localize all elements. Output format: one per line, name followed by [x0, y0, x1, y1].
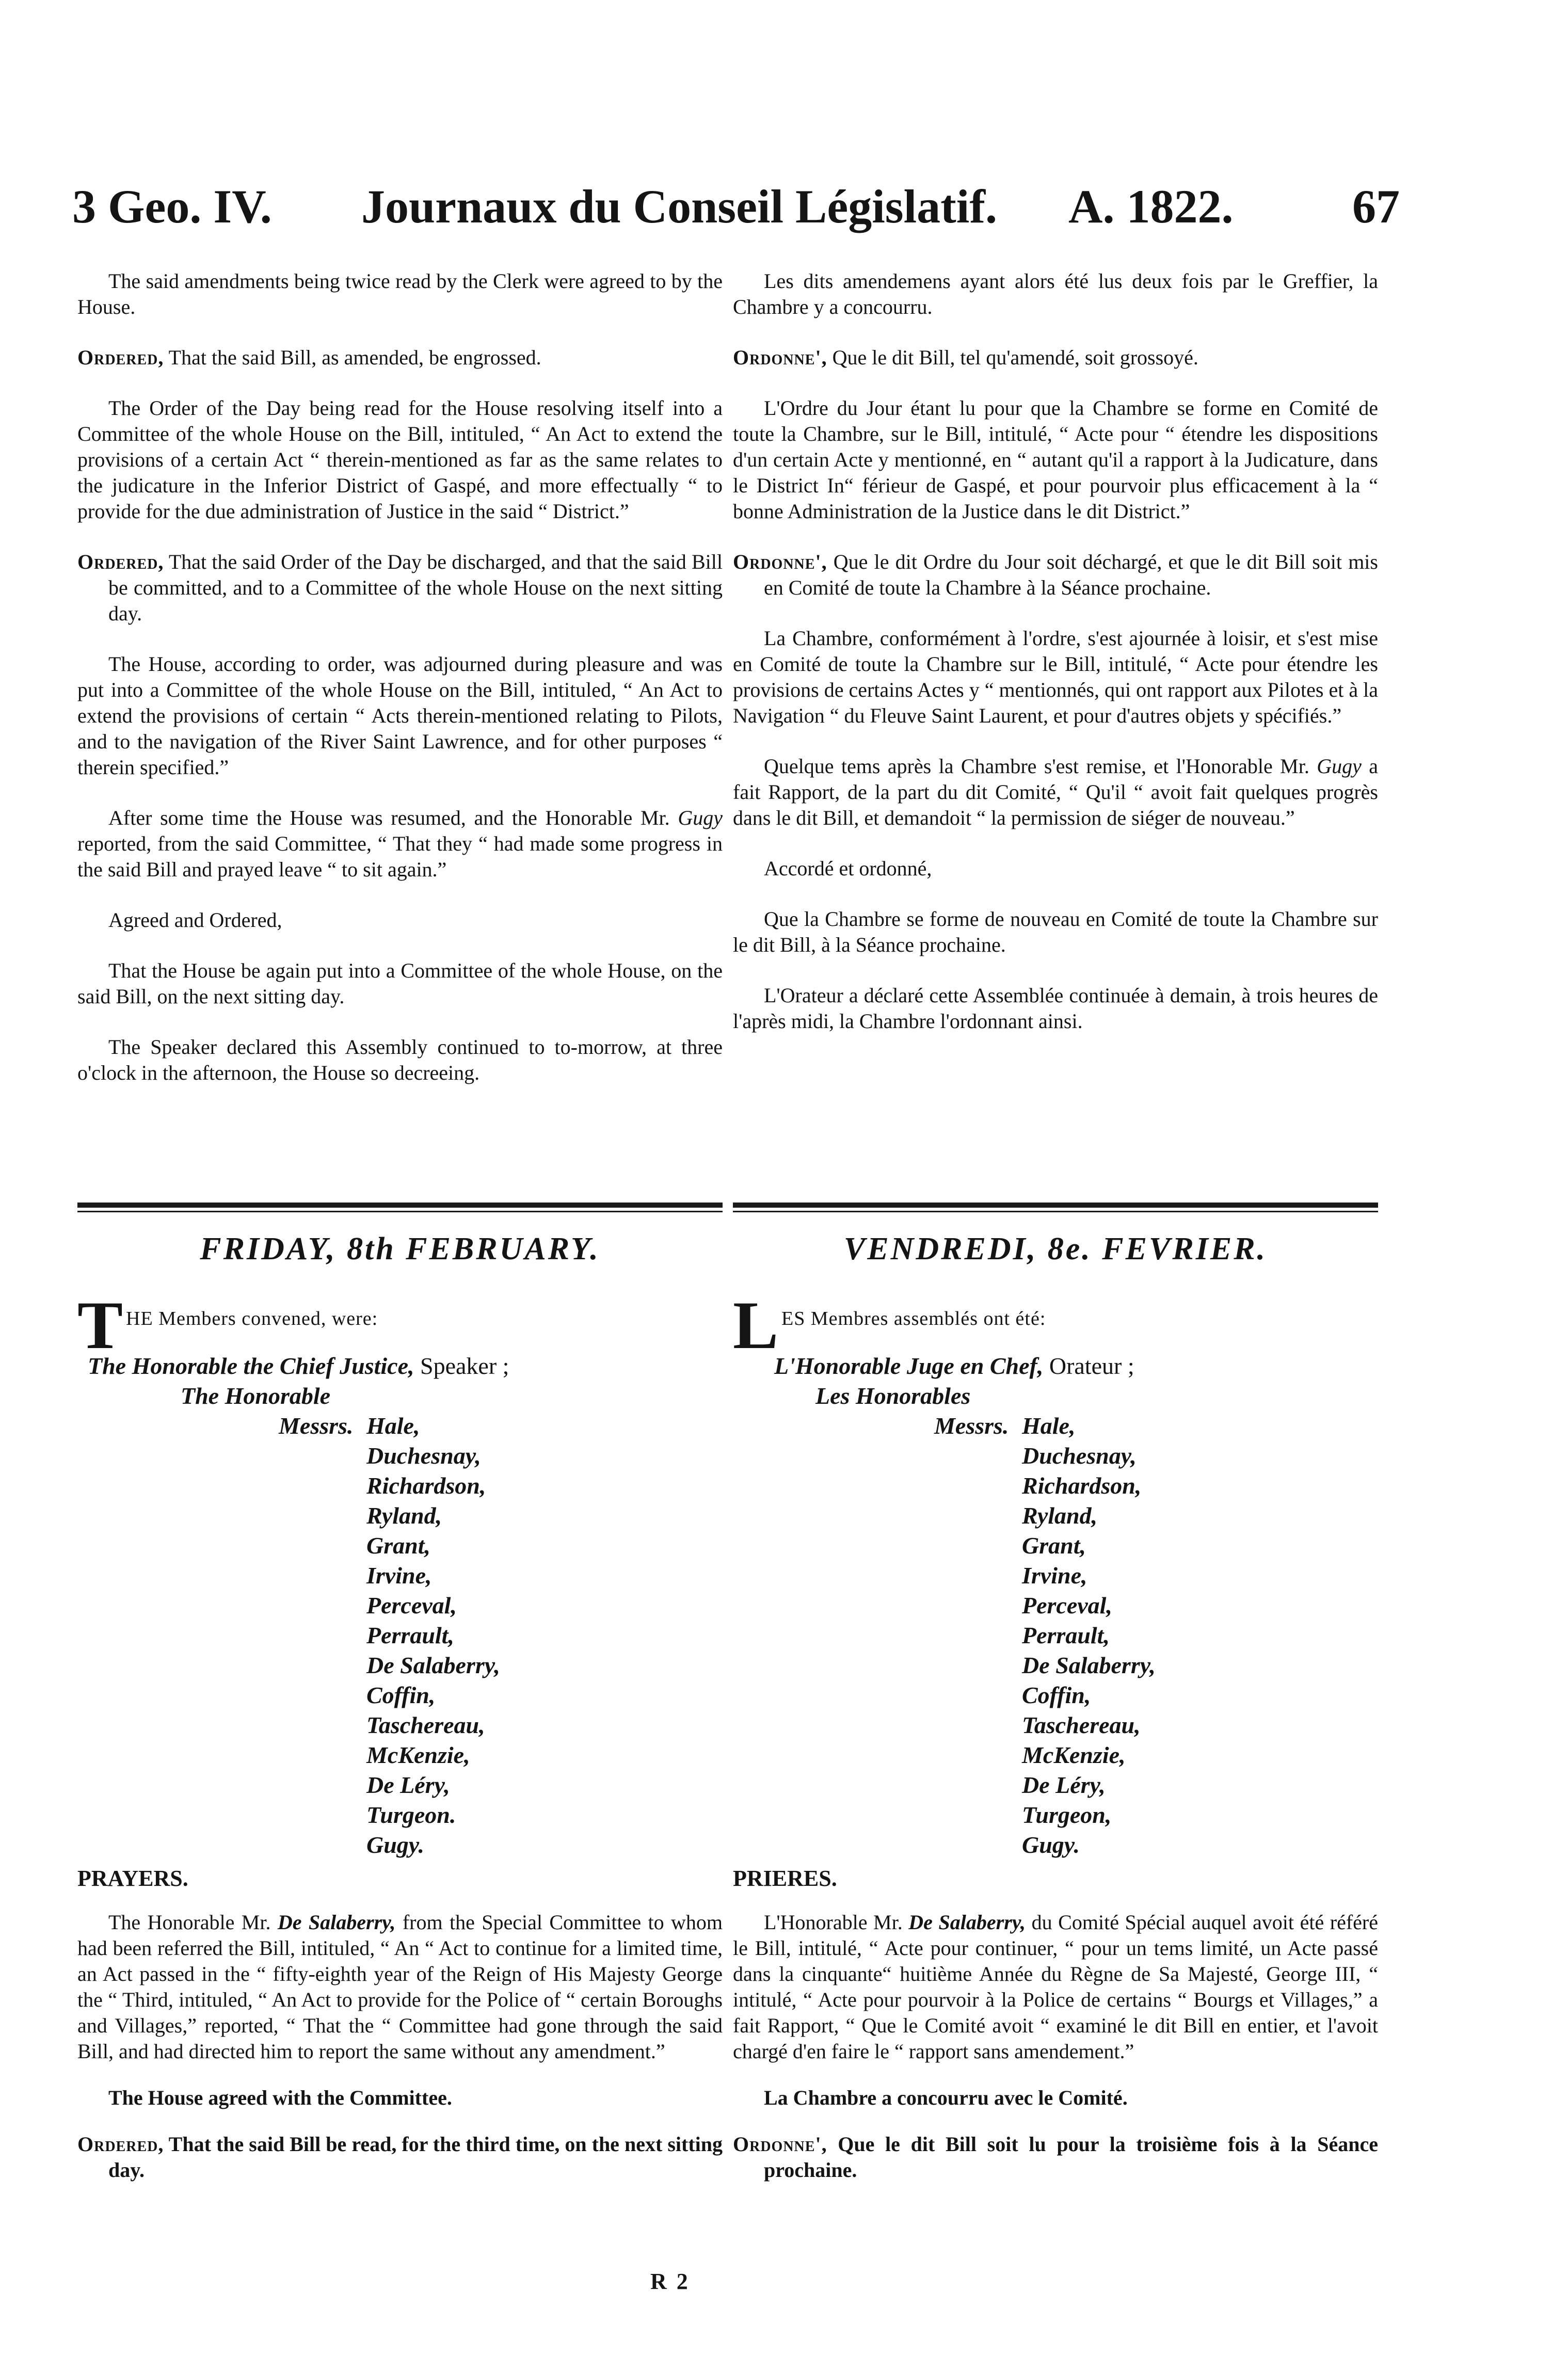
ordered-text: Que le dit Bill, tel qu'amendé, soit grossoyé.	[827, 346, 1198, 369]
speaker-role: Orateur ;	[1043, 1353, 1134, 1379]
report-text: du Comité Spécial auquel avoit été référé le Bill, intitulé, “ Acte pour continuer, “ pour un tems limité, un Acte passé dans la cinquante“ huitième Année du Règne de Sa Majesté, George III, “ intitulé, “ Acte pour pourvoir à la Police de certains “ Bourgs et Villages,” a fait Rapport, “ Que le Comité avoit “ examiné le dit Bill en entier, et l'avoit chargé d'en faire le “ rapport sans amendement.”	[733, 1911, 1378, 2063]
ordered-text: That the said Bill be read, for the third time, on the next sitting day.	[108, 2133, 723, 2182]
page-header	[72, 170, 1400, 243]
paragraph-adjournment: L'Orateur a déclaré cette Assemblée continuée à demain, à trois heures de l'après midi, la Chambre l'ordonnant ainsi.	[733, 984, 1378, 1033]
messrs-label: Messrs.	[279, 1413, 354, 1439]
paragraph-committee-pilots: The House, according to order, was adjourned during pleasure and was put into a Committee of the whole House on the Bill, intituled, “ An Act to extend the provisions of certain “ Acts therein-mentioned relating to Pilots, and to the navigation of the River Saint Lawrence, and for other purposes “ therein specified.”	[77, 652, 723, 779]
speaker-title: The Honorable the Chief Justice,	[88, 1353, 414, 1379]
report-text: from the Special Committee to whom had been referred the Bill, intituled, “ An “ Act to continue for a limited time, an Act passed in the “ fifty-eighth year of the Reign of His Majesty George the “ Third, intituled, “ An Act to provide for the Police of “ certain Boroughs and Villages,” reported, “ That the “ Committee had gone through the said Bill, and had directed him to report the same without any amendment.”	[77, 1911, 723, 2063]
report-text: reported, from the said Committee, “ That they “ had made some progress in the said Bill and prayed leave “ to sit again.”	[77, 832, 723, 881]
french-column-lower	[733, 1910, 1378, 2208]
agreed-committee: La Chambre a concourru avec le Comité.	[764, 2086, 1128, 2109]
members-convened: ES Membres assemblés ont été:	[781, 1308, 1046, 1329]
english-column-upper	[77, 268, 723, 1111]
ordered-text: Que le dit Ordre du Jour soit déchargé, et que le dit Bill soit mis en Comité de toute la Chambre à la Séance prochaine.	[764, 550, 1378, 599]
section-rule-left	[77, 1203, 723, 1208]
report-text: a fait Rapport, de la part du dit Comité, “ Qu'il “ avoit fait quelques progrès dans le dit Bill, et demandoit “ la permission de siéger de nouveau.”	[733, 755, 1378, 829]
member-name: McKenzie,	[366, 1742, 470, 1768]
ordered-label: Ordered,	[77, 550, 164, 573]
section-rule-right	[733, 1203, 1378, 1208]
signature-mark: R 2	[650, 2269, 690, 2294]
prayers-heading: PRAYERS.	[77, 1866, 188, 1891]
honorable-label: Les Honorables	[815, 1383, 971, 1409]
member-name: Taschereau,	[366, 1712, 485, 1738]
paragraph-committee-pilots: La Chambre, conformément à l'ordre, s'est ajournée à loisir, et s'est mise en Comité de toute la Chambre sur le Bill, intitulé, “ Acte pour étendre les provisions de certains Actes y “ mentionnés, qui ont rapport aux Pilotes et à la Navigation “ du Fleuve Saint Laurent, et pour d'autres objets y spécifiés.”	[733, 627, 1378, 727]
member-name: Perrault,	[366, 1622, 454, 1648]
speaker-role: Speaker ;	[414, 1353, 509, 1379]
member-name: Turgeon.	[366, 1802, 456, 1828]
member-name: Duchesnay,	[366, 1443, 481, 1469]
report-text: L'Honorable Mr.	[764, 1911, 909, 1934]
member-name: Grant,	[1022, 1532, 1086, 1559]
member-name: Turgeon,	[1022, 1802, 1112, 1828]
member-name: Irvine,	[366, 1562, 432, 1589]
member-name: Richardson,	[366, 1472, 486, 1499]
member-name: Perceval,	[1022, 1592, 1112, 1618]
agreed-ordered: Accordé et ordonné,	[764, 857, 932, 880]
member-list	[1022, 1411, 1378, 1860]
regnal-year: 3 Geo. IV.	[72, 180, 272, 233]
english-column-lower	[77, 1910, 723, 2208]
member-name: De Léry,	[1022, 1772, 1106, 1798]
paragraph-committee-again: Que la Chambre se forme de nouveau en Comité de toute la Chambre sur le dit Bill, à la Séance prochaine.	[733, 907, 1378, 956]
member-name: De Salaberry,	[366, 1652, 500, 1678]
ordered-text: That the said Order of the Day be discharged, and that the said Bill be committed, and to a Committee of the whole House on the next sitting day.	[108, 550, 723, 625]
paragraph-adjournment: The Speaker declared this Assembly continued to to-morrow, at three o'clock in the afternoon, the House so decreeing.	[77, 1035, 723, 1084]
speaker-title: L'Honorable Juge en Chef,	[774, 1353, 1044, 1379]
section-rule-right-thin	[733, 1211, 1378, 1212]
member-name: De Salaberry,	[908, 1911, 1026, 1934]
ordered-text: That the said Bill, as amended, be engrossed.	[164, 346, 541, 369]
member-name: Ryland,	[366, 1502, 442, 1529]
member-name: Hale,	[366, 1413, 420, 1439]
section-rule-left-thin	[77, 1211, 723, 1212]
honorable-label: The Honorable	[181, 1383, 331, 1409]
report-text: The Honorable Mr.	[108, 1911, 278, 1934]
header-year: A. 1822.	[1068, 180, 1234, 233]
paragraph-amendments: Les dits amendemens ayant alors été lus deux fois par le Greffier, la Chambre y a concourru.	[733, 269, 1378, 318]
member-name: Taschereau,	[1022, 1712, 1141, 1738]
member-name: Gugy	[1317, 755, 1362, 778]
member-name: Hale,	[1022, 1413, 1076, 1439]
member-name: Ryland,	[1022, 1502, 1098, 1529]
drop-cap: L	[733, 1295, 779, 1351]
member-name: Gugy.	[1022, 1832, 1080, 1858]
member-name: Duchesnay,	[1022, 1443, 1137, 1469]
member-name: Gugy.	[366, 1832, 425, 1858]
members-english	[77, 1295, 723, 1860]
members-convened: HE Members convened, were:	[126, 1308, 378, 1329]
ordered-label: Ordonne',	[733, 2133, 827, 2156]
french-column-upper	[733, 268, 1378, 1059]
member-name: Grant,	[366, 1532, 430, 1559]
member-name: Richardson,	[1022, 1472, 1142, 1499]
report-text: Quelque tems après la Chambre s'est remise, et l'Honorable Mr.	[764, 755, 1317, 778]
prayers-heading: PRIERES.	[733, 1866, 837, 1891]
ordered-label: Ordered,	[77, 346, 164, 369]
messrs-label: Messrs.	[934, 1413, 1009, 1439]
drop-cap: T	[77, 1295, 123, 1351]
ordered-label: Ordonne',	[733, 550, 827, 573]
paragraph-amendments: The said amendments being twice read by the Clerk were agreed to by the House.	[77, 269, 723, 318]
agreed-ordered: Agreed and Ordered,	[108, 908, 282, 932]
page-number: 67	[1352, 180, 1400, 233]
member-name: Coffin,	[1022, 1682, 1091, 1708]
member-name: Gugy	[678, 806, 723, 829]
journal-title: Journaux du Conseil Législatif.	[361, 180, 997, 233]
agreed-committee: The House agreed with the Committee.	[108, 2086, 452, 2109]
paragraph-committee-again: That the House be again put into a Committee of the whole House, on the said Bill, on the next sitting day.	[77, 959, 723, 1008]
member-name: Perceval,	[366, 1592, 457, 1618]
members-french	[733, 1295, 1378, 1860]
day-heading-french: VENDREDI, 8e. FEVRIER.	[843, 1231, 1268, 1267]
member-name: De Salaberry,	[277, 1911, 396, 1934]
ordered-label: Ordered,	[77, 2133, 164, 2156]
member-name: De Salaberry,	[1022, 1652, 1156, 1678]
member-name: McKenzie,	[1022, 1742, 1126, 1768]
member-name: De Léry,	[366, 1772, 450, 1798]
day-heading-english: FRIDAY, 8th FEBRUARY.	[200, 1231, 600, 1267]
ordered-label: Ordonne',	[733, 346, 827, 369]
member-name: Irvine,	[1022, 1562, 1087, 1589]
member-list	[366, 1411, 723, 1860]
ordered-text: Que le dit Bill soit lu pour la troisième fois à la Séance prochaine.	[764, 2133, 1378, 2182]
report-text: After some time the House was resumed, and the Honorable Mr.	[108, 806, 678, 829]
paragraph-order-of-day: The Order of the Day being read for the House resolving itself into a Committee of the whole House on the Bill, intituled, “ An Act to extend the provisions of a certain Act “ therein-mentioned as far as the same relates to the judicature in the Inferior District of Gaspé, and more effectually “ to provide for the due administration of Justice in the said “ District.”	[77, 396, 723, 523]
member-name: Coffin,	[366, 1682, 436, 1708]
paragraph-order-of-day: L'Ordre du Jour étant lu pour que la Chambre se forme en Comité de toute la Chambre, sur le Bill, intitulé, “ Acte pour “ étendre les dispositions d'un certain Acte y mentionné, en “ autant qu'il a rapport à la Judicature, dans le District In“ férieur de Gaspé, et pour pourvoir plus efficacement à la “ bonne Administration de la Justice dans le dit District.”	[733, 396, 1378, 523]
member-name: Perrault,	[1022, 1622, 1110, 1648]
